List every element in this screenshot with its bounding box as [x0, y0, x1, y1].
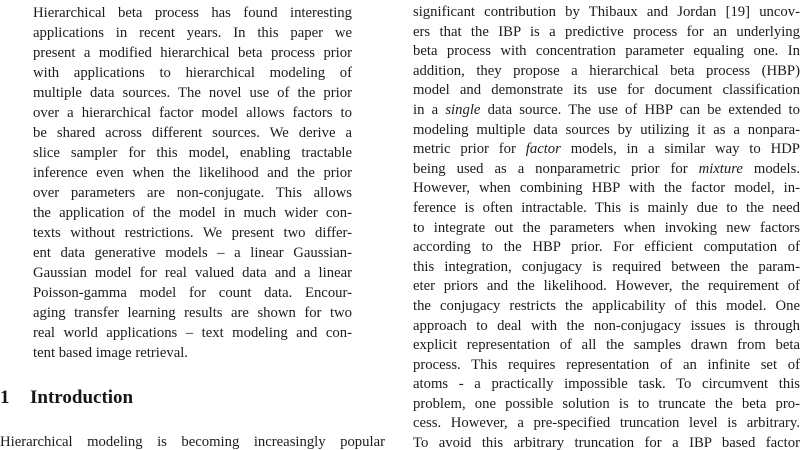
- text-line: metric prior for factor models, in a similar way to HDP: [413, 141, 800, 158]
- section-title: Introduction: [30, 387, 134, 408]
- text-line: in a single data source. The use of HBP can be extended to: [413, 101, 800, 118]
- text-line: cess. However, a pre-specified truncation level is arbitrary.: [413, 415, 800, 432]
- text-line: However, when combining HBP with the factor model, in-: [413, 180, 800, 197]
- text-line: over parameters are non-conjugate. This allows: [33, 185, 352, 201]
- text-line: significant contribution by Thibaux and Jordan [19] uncov-: [413, 4, 800, 20]
- text-line: this integration, conjugacy is required between the param-: [413, 258, 800, 275]
- text-line: ference is often intractable. This is mainly due to the need: [413, 199, 800, 216]
- text-line: eter priors and the likelihood. However, the requirement of: [413, 278, 800, 295]
- section-number: 1: [0, 387, 10, 408]
- text-line: model and demonstrate its use for document classification: [413, 82, 800, 99]
- text-line: addition, they propose a hierarchical beta process (HBP): [413, 62, 800, 79]
- text-line: approach to deal with the non-conjugacy issues is through: [413, 317, 800, 334]
- text-line: process. This requires representation of an infinite set of: [413, 356, 800, 373]
- right-column-text: [413, 3, 800, 450]
- text-line: being used as a nonparametric prior for mixture models.: [413, 160, 800, 177]
- italic-text: factor: [525, 141, 561, 158]
- text-line: real world applications – text modeling and con-: [33, 325, 352, 341]
- text-line: slice sampler for this model, enabling tractable: [33, 145, 352, 161]
- text-line: To avoid this arbitrary truncation for a IBP based factor: [413, 435, 800, 450]
- introduction-paragraph: [0, 432, 385, 450]
- text-line: aging transfer learning results are shown for two: [33, 305, 352, 321]
- italic-text: mixture: [698, 160, 743, 177]
- text-line: the conjugacy restricts the applicability of this model. One: [413, 297, 800, 314]
- text-line: atoms - a practically impossible task. To circumvent this: [413, 376, 800, 393]
- text-line: over a hierarchical factor model allows factors to: [33, 105, 352, 121]
- text-line: texts without restrictions. We present two differ-: [33, 225, 352, 241]
- text-line: explicit representation of all the samples drawn from beta: [413, 337, 800, 354]
- text-line: Gaussian model for real valued data and a linear: [33, 265, 352, 281]
- text-line: with applications to hierarchical modeling of: [33, 65, 352, 81]
- text-line: the application of the model in much wider con-: [33, 205, 352, 221]
- text-line: ent data generative models – a linear Gaussian-: [33, 245, 352, 261]
- text-line: beta process with concentration parameter equaling one. In: [413, 43, 800, 60]
- text-line: inference even when the likelihood and the prior: [33, 165, 352, 181]
- text-line: problem, one possible solution is to truncate the beta pro-: [413, 395, 800, 412]
- text-line: according to the HBP prior. For efficient computation of: [413, 239, 800, 256]
- text-line: to integrate out the parameters when invoking new factors: [413, 219, 800, 236]
- text-line: tent based image retrieval.: [33, 345, 188, 361]
- left-column: [0, 0, 385, 450]
- text-line: present a modified hierarchical beta process prior: [33, 45, 352, 61]
- section-heading-introduction: [0, 386, 385, 410]
- text-line: modeling multiple data sources by utilizing it as a nonpara-: [413, 121, 800, 138]
- text-line: applications in recent years. In this paper we: [33, 25, 352, 41]
- italic-text: single: [445, 101, 481, 118]
- abstract-text: [0, 3, 385, 363]
- text-line: Poisson-gamma model for count data. Encour-: [33, 285, 352, 301]
- text-line: multiple data sources. The novel use of the prior: [33, 85, 352, 101]
- text-line: Hierarchical beta process has found interesting: [33, 5, 352, 21]
- text-line: ers that the IBP is a predictive process for an underlying: [413, 23, 800, 40]
- right-column: [413, 0, 800, 450]
- text-line: Hierarchical modeling is becoming increasingly popular: [0, 434, 385, 450]
- text-line: be shared across different sources. We derive a: [33, 125, 352, 141]
